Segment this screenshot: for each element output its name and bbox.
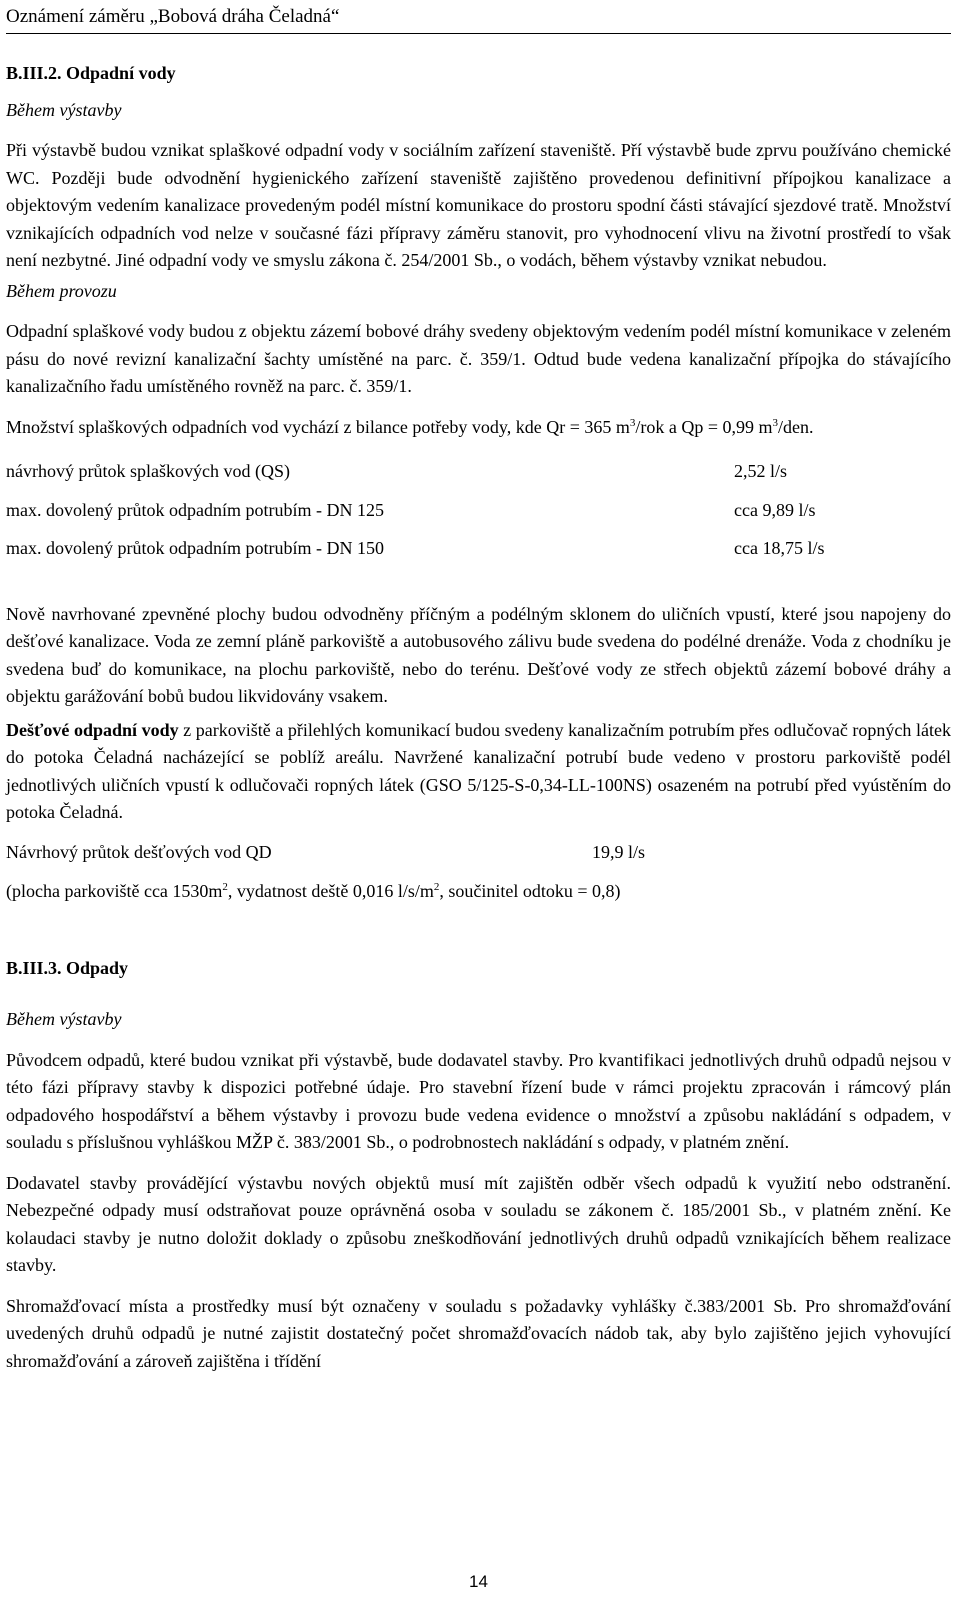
flow-value: cca 18,75 l/s [734,538,825,558]
subheading-operation: Během provozu [6,280,117,301]
paragraph-sewage-quantity: Množství splaškových odpadních vod vychází z bilance potřeby vody, kde Qr = 365 $m^3$/rok a Qp = 0,99 $m^3$/den. [6,416,814,437]
paragraph-construction-waste-water: Při výstavbě budou vznikat splaškové odpadní vody v sociálním zařízení staveniště. Pří výstavbě bude zprvu používáno chemické WC. Později bude odvodnění hygienického zařízení staveniště zajištěno provedenou definitivní přípojkou kanalizace a objektovým vedením kanalizace provedeným podél místní komunikace do prostoru spodní části stávající sjezdové tratě. Množství vznikajících odpadních vod nelze v současné fázi přípravy záměru stanovit, pro vyhodnocení vlivu na životní prostředí to však není nezbytné. Jiné odpadní vody ve smyslu zákona č. 254/2001 Sb., o vodách, během výstavby vznikat nebudou. [6,140,951,270]
flow-row [6,535,951,563]
section-title-waste-water: B.III.2. Odpadní vody [6,63,176,83]
flow-row [6,497,951,525]
flow-label: max. dovolený průtok odpadním potrubím - DN 150 [6,538,384,558]
page-number: 14 [469,1572,488,1591]
rain-flow-row [6,839,951,867]
flow-label: max. dovolený průtok odpadním potrubím - DN 125 [6,499,384,520]
paragraph-collection-points: Shromažďovací místa a prostředky musí být označeny v souladu s požadavky vyhlášky č.383/2001 Sb. Pro shromažďování uvedených druhů odpadů je nutné zajistit dostatečný počet shromažďovacích nádob tak, aby bylo zajištěno jejich vyhovující shromažďování a zároveň zajištěna i třídění [6,1295,951,1371]
flow-value: cca 9,89 l/s [734,499,816,520]
paragraph-operation-sewage: Odpadní splaškové vody budou z objektu zázemí bobové dráhy svedeny objektovým vedením podél místní komunikace v zeleném pásu do nové revizní kanalizační šachty umístěné na parc. č. 359/1. Odtud bude vedena kanalizační přípojka do stávajícího kanalizačního řadu umístěného rovněž na parc. č. 359/1. [6,321,951,396]
subheading-construction: Během výstavby [6,99,122,120]
page-header: Oznámení záměru „Bobová dráha Čeladná“ [6,4,951,34]
flow-value: 2,52 l/s [734,461,788,481]
paragraph-contractor-obligations: Dodavatel stavby provádějící výstavbu nových objektů musí mít zajištěn odběr všech odpadů k využití nebo odstranění. Nebezpečné odpady musí odstraňovat pouze oprávněná osoba v souladu se zákonem č. 185/2001 Sb., v platném znění. Ke kolaudaci stavby je nutno doložit doklady o způsobu zneškodňování jednotlivých druhů odpadů vznikajících během realizace stavby. [6,1172,951,1275]
subheading-construction-wastes: Během výstavby [6,1009,122,1029]
rain-flow-label: Návrhový průtok dešťových vod QD [6,841,272,862]
page-content [6,60,951,1375]
paragraph-surface-drainage: Nově navrhované zpevněné plochy budou odvodněny příčným a podélným sklonem do uličních vpustí, které jsou napojeny do dešťové kanalizace. Voda ze zemní pláně parkoviště a autobusového zálivu bude svedena do podélné drenáže. Voda z chodníku je svedena buď do komunikace, na plochu parkoviště, nebo do terénu. Dešťové vody ze střech objektů zázemí bobové dráhy a objektu garážování bobů budou likvidovány vsakem. [6,603,951,706]
section-title-wastes: B.III.3. Odpady [6,957,129,978]
paragraph-parking-area-note: (plocha parkoviště cca $1530m^2$, vydatnost deště 0,016 $l/s/m^2$, součinitel odtoku = 0,8) [6,881,621,901]
flow-label: návrhový průtok splaškových vod (QS) [6,461,290,481]
flow-row [6,458,951,486]
paragraph-waste-producer: Původcem odpadů, které budou vznikat při výstavbě, bude dodavatel stavby. Pro kvantifikaci jednotlivých druhů odpadů nejsou v této fázi přípravy stavby k dispozici potřebné údaje. Pro stavební řízení bude v rámci projektu zpracován i rámcový plán odpadového hospodářství a během výstavby i provozu bude vedena evidence o množství a způsobu nakládání s odpadem, v souladu s příslušnou vyhláškou MŽP č. 383/2001 Sb., o podrobnostech nakládání s odpady, v platném znění. [6,1049,951,1152]
rain-flow-value: 19,9 l/s [592,841,646,862]
paragraph-rainwater: Dešťové odpadní vody z parkoviště a přilehlých komunikací budou svedeny kanalizačním potrubím přes odlučovač ropných látek do potoka Čeladná nacházející se poblíž areálu. Navržené kanalizační potrubí bude vedeno v prostoru parkoviště podél jednotlivých uličních vpustí k odlučovači ropných látek (GSO 5/125-S-0,34-LL-100NS) osazeném na potrubí před vyústěním do potoka Čeladná. [6,719,951,822]
